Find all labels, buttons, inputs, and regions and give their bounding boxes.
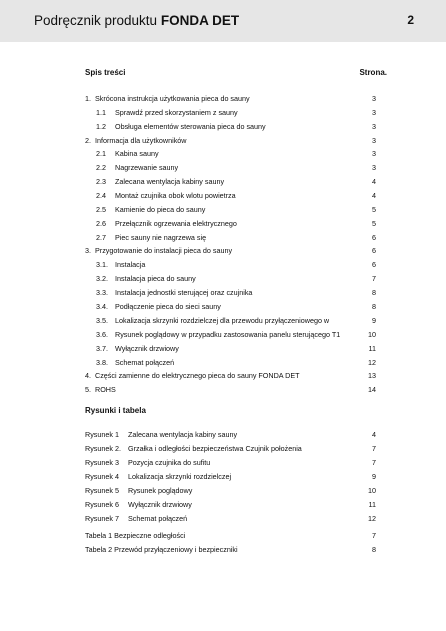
toc-entry-page: 3 (372, 163, 376, 172)
figure-label: Wyłącznik drzwiowy (128, 500, 192, 509)
toc-entry-label: ROHS (95, 385, 116, 394)
figure-page: 10 (368, 486, 376, 495)
page-number: 2 (407, 13, 414, 27)
toc-entry-label: Instalacja (115, 260, 146, 269)
toc-entry-number: 2. (85, 136, 91, 145)
toc-entry-page: 8 (372, 288, 376, 297)
toc-entry-label: Lokalizacja skrzynki rozdzielczej dla przewodu przyłączeniowego w (115, 316, 330, 325)
figure-page: 11 (368, 500, 376, 509)
toc-entry (85, 204, 376, 215)
toc-entry (85, 232, 376, 243)
figure-page: 7 (372, 458, 376, 467)
figure-number: Rysunek 3 (85, 458, 119, 467)
toc-entry (85, 107, 376, 118)
toc-entry (85, 370, 376, 381)
toc-entry-page: 4 (372, 177, 376, 186)
figure-number: Rysunek 4 (85, 472, 119, 481)
figure-entry (85, 499, 376, 510)
toc-entry-page: 3 (372, 136, 376, 145)
toc-entry-number: 2.3 (96, 177, 106, 186)
figure-number: Rysunek 1 (85, 430, 119, 439)
toc-entry-number: 3.6. (96, 330, 108, 339)
table-label: Tabela 1 Bezpieczne odległości (85, 531, 186, 540)
toc-entry-number: 2.2 (96, 163, 106, 172)
toc-entry (85, 301, 376, 312)
toc-entry (85, 287, 376, 298)
toc-entry (85, 259, 376, 270)
toc-entry-number: 1. (85, 94, 91, 103)
toc-entry-number: 2.7 (96, 233, 106, 242)
toc-entry-label: Sprawdź przed skorzystaniem z sauny (115, 108, 238, 117)
toc-entry-label: Instalacja pieca do sauny (115, 274, 196, 283)
toc-entry (85, 245, 376, 256)
toc-entry-label: Piec sauny nie nagrzewa się (115, 233, 207, 242)
toc-entry-number: 3.7. (96, 344, 108, 353)
toc-entry (85, 121, 376, 132)
toc-entry-number: 3.4. (96, 302, 108, 311)
toc-entry-label: Wyłącznik drzwiowy (115, 344, 179, 353)
toc-entry (85, 93, 376, 104)
toc-entry-page: 13 (368, 371, 376, 380)
toc-entry-number: 3.5. (96, 316, 108, 325)
table-page: 7 (372, 531, 376, 540)
toc-entry-label: Obsługa elementów sterowania pieca do sauny (115, 122, 266, 131)
toc-entry-page: 3 (372, 122, 376, 131)
toc-entry-page: 14 (368, 385, 376, 394)
toc-entry-label: Instalacja jednostki sterującej oraz czujnika (115, 288, 253, 297)
figure-entry (85, 443, 376, 454)
toc-entry-number: 2.5 (96, 205, 106, 214)
figure-label: Schemat połączeń (128, 514, 188, 523)
toc-entry (85, 176, 376, 187)
toc-entry-label: Zalecana wentylacja kabiny sauny (115, 177, 225, 186)
figure-number: Rysunek 5 (85, 486, 119, 495)
toc-entry-label: Rysunek poglądowy w przypadku zastosowania panelu sterującego T1 (115, 330, 341, 339)
toc-entry-number: 1.2 (96, 122, 106, 131)
toc-entry-page: 3 (372, 149, 376, 158)
toc-entry-label: Informacja dla użytkowników (95, 136, 187, 145)
toc-entry (85, 343, 376, 354)
toc-entry (85, 329, 376, 340)
toc-entry-number: 5. (85, 385, 91, 394)
toc-header (85, 68, 387, 77)
toc-entry (85, 162, 376, 173)
toc-entry (85, 218, 376, 229)
toc-entry-number: 3. (85, 246, 91, 255)
figure-number: Rysunek 7 (85, 514, 119, 523)
figure-number: Rysunek 2. (85, 444, 121, 453)
toc-entry-page: 6 (372, 246, 376, 255)
toc-entry-page: 4 (372, 191, 376, 200)
toc-entry-label: Schemat połączeń (115, 358, 175, 367)
toc-entry-number: 4. (85, 371, 91, 380)
table-page: 8 (372, 545, 376, 554)
toc-entry-number: 3.2. (96, 274, 108, 283)
figure-entry (85, 513, 376, 524)
toc-entry (85, 384, 376, 395)
figure-label: Rysunek poglądowy (128, 486, 193, 495)
toc-entry-page: 5 (372, 219, 376, 228)
figure-number: Rysunek 6 (85, 500, 119, 509)
figure-label: Lokalizacja skrzynki rozdzielczej (128, 472, 232, 481)
toc-entry-page: 6 (372, 233, 376, 242)
toc-entry-page: 3 (372, 94, 376, 103)
toc-entry (85, 135, 376, 146)
toc-entry-label: Montaż czujnika obok wlotu powietrza (115, 191, 236, 200)
figure-page: 12 (368, 514, 376, 523)
table-entry (85, 530, 376, 541)
toc-entry-page: 12 (368, 358, 376, 367)
figure-entry (85, 429, 376, 440)
toc-page-heading: Strona. (359, 68, 387, 77)
toc-entry-label: Kabina sauny (115, 149, 159, 158)
figure-entry (85, 471, 376, 482)
toc-entry-label: Przełącznik ogrzewania elektrycznego (115, 219, 237, 228)
toc-entry-page: 3 (372, 108, 376, 117)
toc-entry-page: 5 (372, 205, 376, 214)
toc-entry (85, 273, 376, 284)
toc-entry-page: 6 (372, 260, 376, 269)
figure-page: 9 (372, 472, 376, 481)
figure-label: Grzałka i odległości bezpieczeństwa Czujnik położenia (128, 444, 302, 453)
toc-heading: Spis treści (85, 68, 126, 77)
toc-entry-page: 9 (372, 316, 376, 325)
table-label: Tabela 2 Przewód przyłączeniowy i bezpieczniki (85, 545, 238, 554)
toc-entry-label: Części zamienne do elektrycznego pieca do sauny FONDA DET (95, 371, 300, 380)
toc-entry-page: 10 (368, 330, 376, 339)
toc-entry-page: 8 (372, 302, 376, 311)
toc-entry-number: 2.1 (96, 149, 106, 158)
toc-entry-page: 11 (368, 344, 376, 353)
figure-page: 4 (372, 430, 376, 439)
toc-entry-page: 7 (372, 274, 376, 283)
toc-entry-number: 2.4 (96, 191, 106, 200)
page-header (0, 0, 446, 42)
toc-entry-label: Przygotowanie do instalacji pieca do sauny (95, 246, 233, 255)
product-name: FONDA DET (160, 13, 240, 28)
toc-entry-label: Skrócona instrukcja użytkowania pieca do sauny (95, 94, 250, 103)
figure-label: Zalecana wentylacja kabiny sauny (128, 430, 238, 439)
toc-entry (85, 357, 376, 368)
toc-entry (85, 148, 376, 159)
document-title: Podręcznik produktu FONDA DET (34, 13, 240, 28)
table-entry (85, 544, 376, 555)
toc-entry-number: 3.8. (96, 358, 108, 367)
figures-heading: Rysunki i tabela (85, 406, 146, 415)
toc-entry-label: Nagrzewanie sauny (115, 163, 179, 172)
toc-entry-number: 3.3. (96, 288, 108, 297)
toc-entry (85, 315, 376, 326)
figure-label: Pozycja czujnika do sufitu (128, 458, 211, 467)
figure-entry (85, 485, 376, 496)
toc-entry-number: 3.1. (96, 260, 108, 269)
figure-page: 7 (372, 444, 376, 453)
toc-entry-label: Podłączenie pieca do sieci sauny (115, 302, 221, 311)
toc-entry (85, 190, 376, 201)
toc-entry-number: 1.1 (96, 108, 106, 117)
toc-entry-number: 2.6 (96, 219, 106, 228)
toc-entry-label: Kamienie do pieca do sauny (115, 205, 206, 214)
figure-entry (85, 457, 376, 468)
